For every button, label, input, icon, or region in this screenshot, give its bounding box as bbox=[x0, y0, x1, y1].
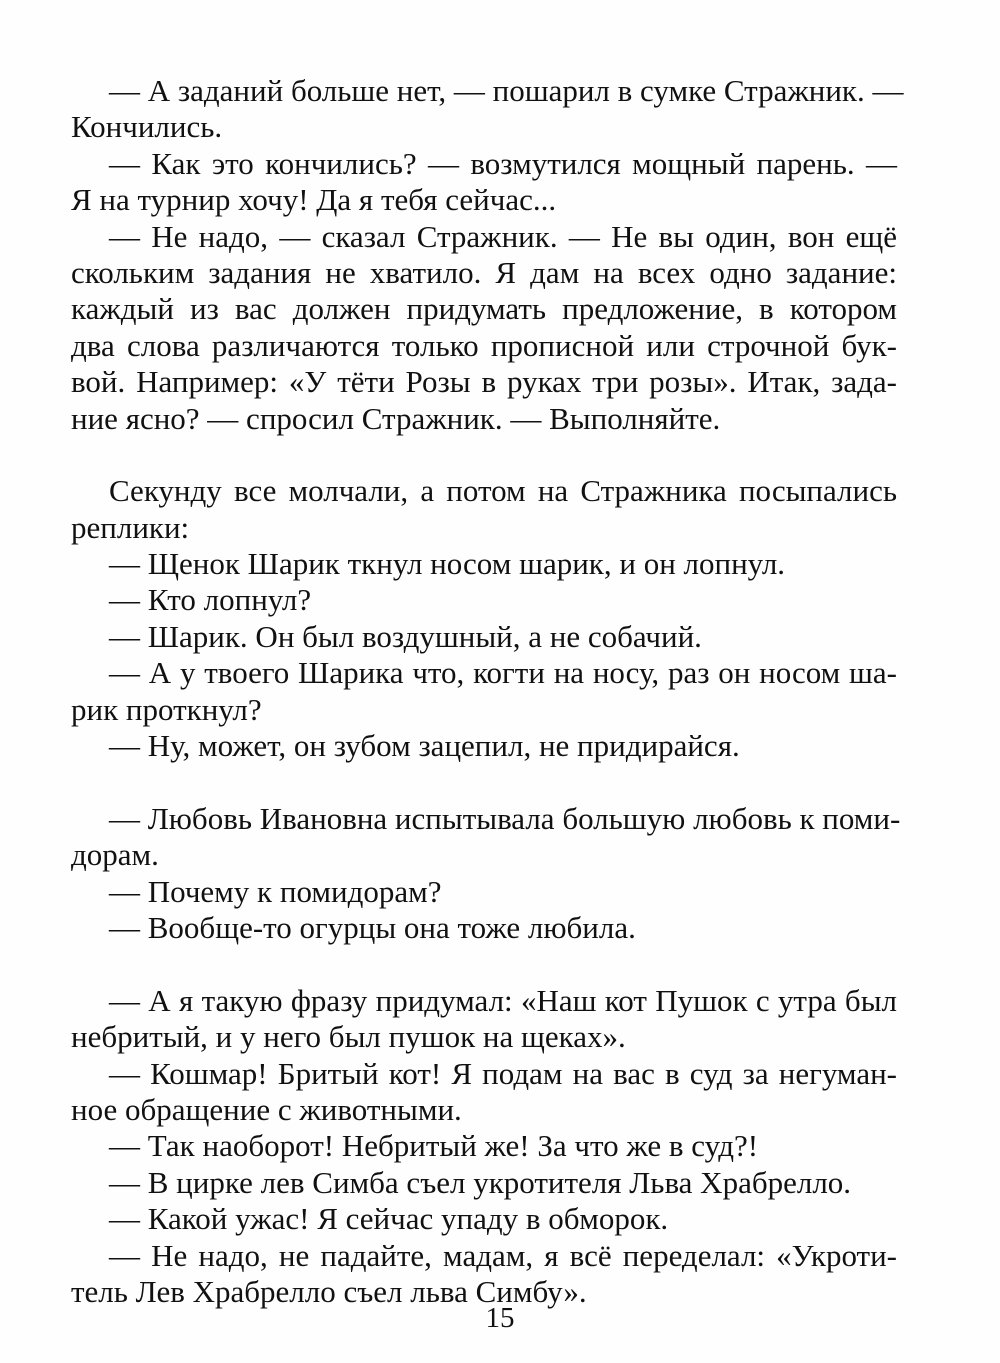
text-line: — Как это кончились? — возмутился мощный парень. — bbox=[109, 145, 897, 181]
text-line: — А заданий больше нет, — пошарил в сумке Стражник. — bbox=[109, 73, 904, 108]
paragraph-gap bbox=[71, 764, 897, 800]
text-line: — Какой ужас! Я сейчас упаду в обморок. bbox=[109, 1201, 669, 1237]
text-line: каждый из вас должен придумать предложение, в котором bbox=[71, 291, 897, 327]
text-line: — Не надо, не падайте, мадам, я всё переделал: «Укроти- bbox=[109, 1237, 897, 1273]
text-line: вой. Например: «У тёти Розы в руках три розы». Итак, зада- bbox=[71, 364, 897, 400]
text-line: тель Лев Храбрелло съел льва Симбу». bbox=[71, 1273, 587, 1309]
text-line: ние ясно? — спросил Стражник. — Выполняйте. bbox=[71, 400, 721, 436]
text-line: — Вообще-то огурцы она тоже любила. bbox=[109, 909, 636, 945]
text-line: — Кто лопнул? bbox=[109, 582, 312, 618]
text-line: — Так наоборот! Небритый же! За что же в суд?! bbox=[109, 1128, 759, 1164]
text-line: рик проткнул? bbox=[71, 691, 262, 727]
page-text bbox=[71, 73, 904, 1310]
text-line: два слова различаются только прописной или строчной бук- bbox=[71, 327, 897, 363]
page-number: 15 bbox=[485, 1302, 515, 1334]
text-line: ное обращение с животными. bbox=[71, 1091, 462, 1127]
text-line: Я на турнир хочу! Да я тебя сейчас... bbox=[71, 182, 557, 218]
text-line: — Кошмар! Бритый кот! Я подам на вас в суд за негуман- bbox=[109, 1055, 897, 1091]
text-line: — А у твоего Шарика что, когти на носу, раз он носом ша- bbox=[109, 655, 897, 691]
text-line: скольким задания не хватило. Я дам на всех одно задание: bbox=[71, 254, 897, 290]
paragraph-gap bbox=[71, 946, 897, 982]
text-line: — Шарик. Он был воздушный, а не собачий. bbox=[109, 618, 702, 654]
text-line: — Любовь Ивановна испытывала большую любовь к поми- bbox=[109, 800, 901, 836]
text-line: — Не надо, — сказал Стражник. — Не вы один, вон ещё bbox=[109, 218, 897, 254]
text-line: Секунду все молчали, а потом на Стражника посыпались bbox=[109, 473, 897, 509]
text-line: небритый, и у него был пушок на щеках». bbox=[71, 1019, 626, 1055]
text-line: — В цирке лев Симба съел укротителя Льва Храбрелло. bbox=[109, 1164, 852, 1200]
paragraph-gap bbox=[71, 437, 897, 473]
text-line: — Ну, может, он зубом зацепил, не придирайся. bbox=[109, 728, 740, 764]
text-line: — А я такую фразу придумал: «Наш кот Пушок с утра был bbox=[109, 982, 897, 1018]
text-line: Кончились. bbox=[71, 109, 223, 145]
text-line: дорам. bbox=[71, 837, 159, 873]
text-line: — Щенок Шарик ткнул носом шарик, и он лопнул. bbox=[109, 546, 786, 582]
text-line: — Почему к помидорам? bbox=[109, 873, 442, 909]
text-line: реплики: bbox=[71, 509, 190, 545]
